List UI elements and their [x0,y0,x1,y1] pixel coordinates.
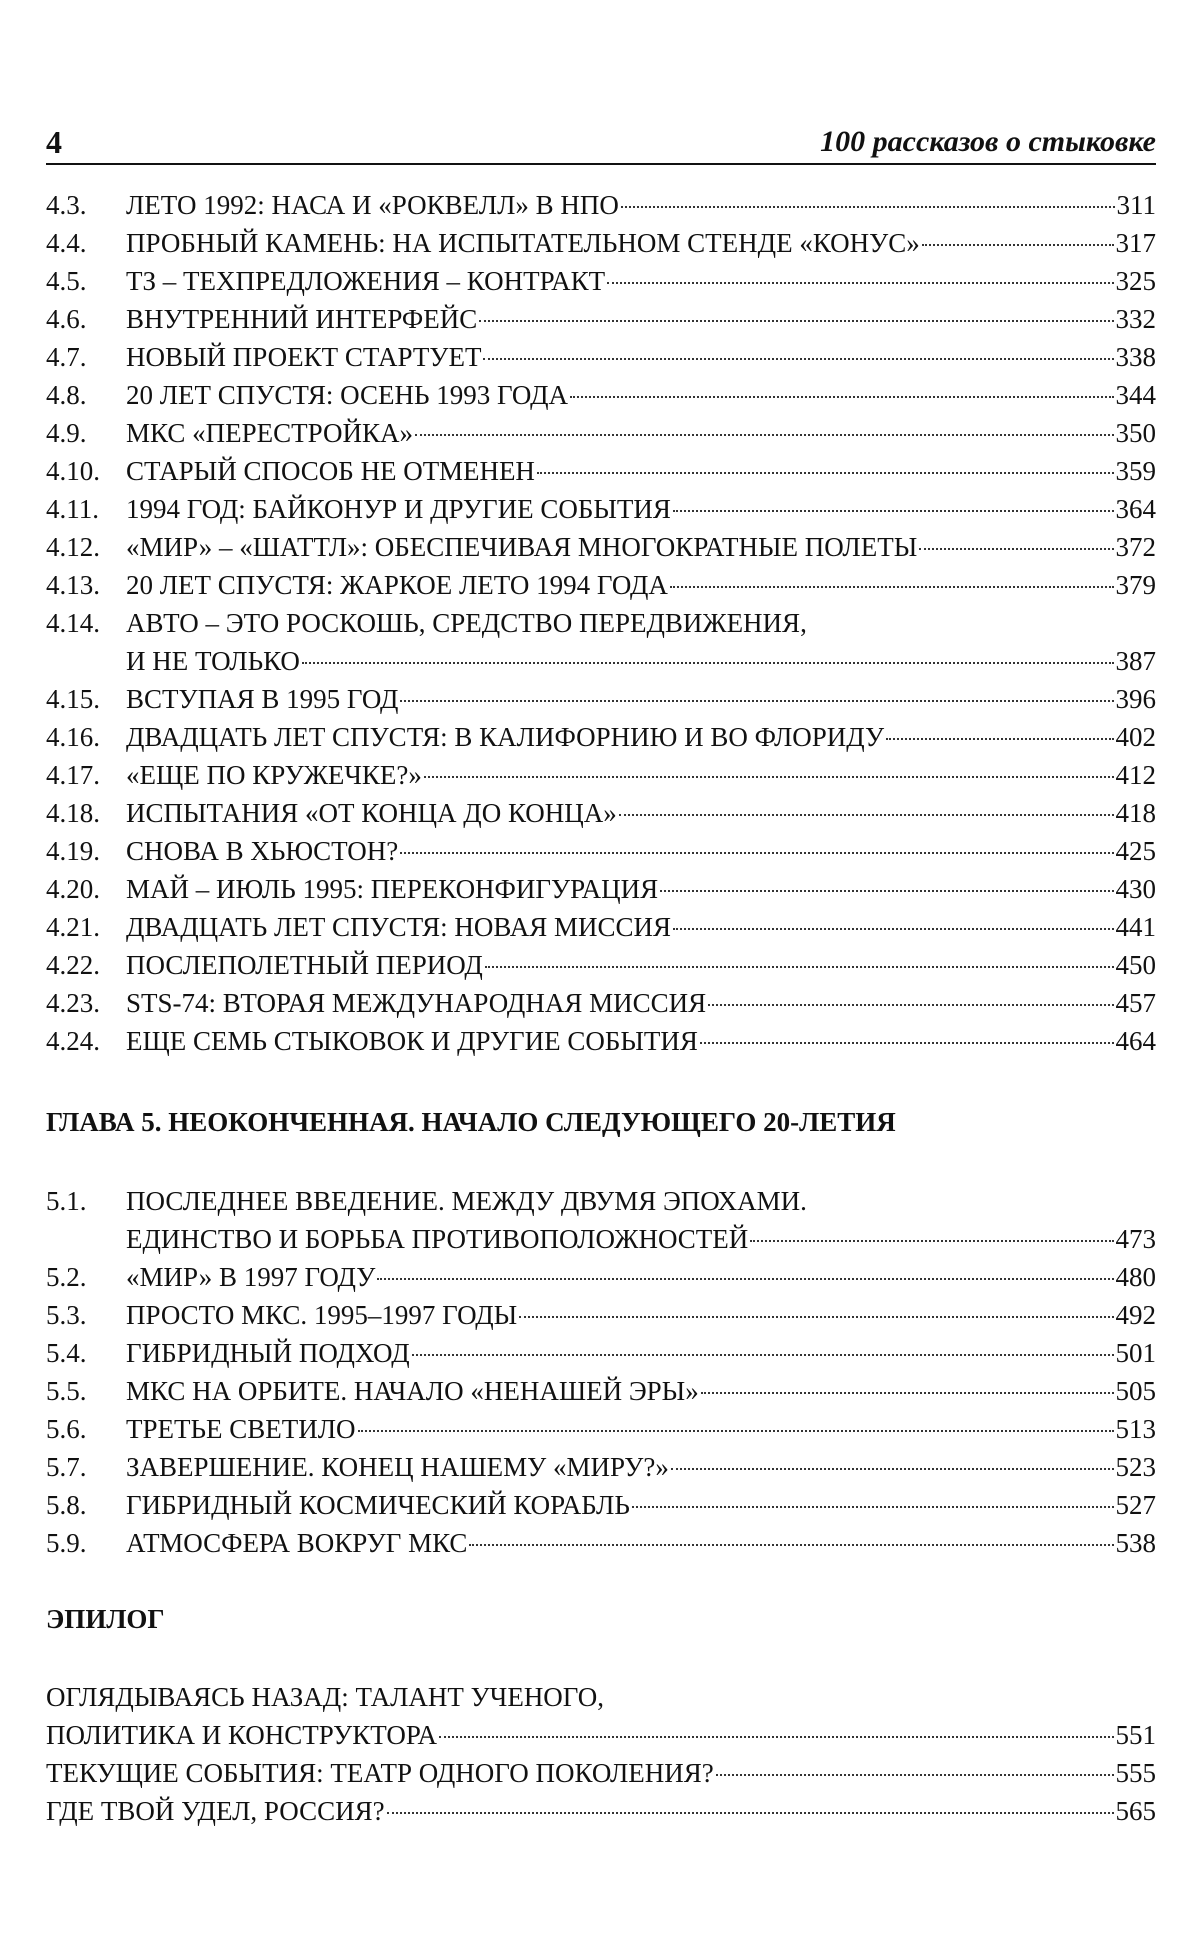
dot-leader [750,1240,1113,1242]
toc-entry-number: 4.16. [46,722,100,752]
toc-entry-leader [126,1022,1156,1060]
toc-entry-page: 505 [1115,1376,1156,1406]
toc-entry-leader [126,984,1156,1022]
toc-entry-leader [126,414,1156,452]
toc-entry-page: 430 [1115,874,1156,904]
toc-entry-body [126,718,1156,756]
toc-entry-page: 513 [1115,1414,1156,1444]
toc-entry-title: СТАРЫЙ СПОСОБ НЕ ОТМЕНЕН [126,456,535,486]
toc-entry [46,1410,1156,1448]
toc-entry [46,794,1156,832]
toc-entry [46,300,1156,338]
toc-entry-leader [126,528,1156,566]
toc-entry-number: 4.17. [46,760,100,790]
toc-entry-title-line1: ОГЛЯДЫВАЯСЬ НАЗАД: ТАЛАНТ УЧЕНОГО, [46,1682,604,1712]
toc-entry-title: «МИР» В 1997 ГОДУ [126,1262,376,1292]
toc-entry-title: 1994 ГОД: БАЙКОНУР И ДРУГИЕ СОБЫТИЯ [126,494,671,524]
toc-entry-page: 350 [1115,418,1156,448]
toc-entry-title: МКС «ПЕРЕСТРОЙКА» [126,418,413,448]
toc-entry-title: ПРОБНЫЙ КАМЕНЬ: НА ИСПЫТАТЕЛЬНОМ СТЕНДЕ «КОНУС» [126,228,920,258]
toc-entry-number: 5.4. [46,1338,87,1368]
toc-entry-number: 5.7. [46,1452,87,1482]
toc-entry-body [126,186,1156,224]
toc-entry-body [126,1296,1156,1334]
toc-entry-leader [126,376,1156,414]
toc-entry-number: 4.18. [46,798,100,828]
toc-entry-body [126,756,1156,794]
toc-entry-page: 317 [1115,228,1156,258]
dot-leader [700,1042,1114,1044]
toc-entry-page: 538 [1115,1528,1156,1558]
dot-leader [632,1506,1114,1508]
toc-entry-page: 464 [1115,1026,1156,1056]
toc-entry-number: 4.11. [46,494,99,524]
toc-entry [46,756,1156,794]
toc-entry-leader [126,186,1156,224]
toc-entry-title: ИСПЫТАНИЯ «ОТ КОНЦА ДО КОНЦА» [126,798,617,828]
dot-leader [469,1544,1113,1546]
toc-entry-page: 372 [1115,532,1156,562]
toc-entry-body [46,1754,1156,1792]
toc-entry-leader [126,338,1156,376]
toc-entry-number: 5.9. [46,1528,87,1558]
toc-entry [46,1334,1156,1372]
toc-entry [46,376,1156,414]
toc-entry-leader [126,908,1156,946]
toc-entry [46,1448,1156,1486]
toc-entry-title: АТМОСФЕРА ВОКРУГ МКС [126,1528,468,1558]
toc-entry-title: «ЕЩЕ ПО КРУЖЕЧКЕ?» [126,760,422,790]
toc-entry-number: 4.6. [46,304,87,334]
toc-entry [46,870,1156,908]
toc-entry-body [126,452,1156,490]
toc-entry [46,1296,1156,1334]
toc-entry-title: ДВАДЦАТЬ ЛЕТ СПУСТЯ: В КАЛИФОРНИЮ И ВО ФЛОРИДУ [126,722,885,752]
dot-leader [358,1430,1114,1432]
toc-entry-page: 480 [1115,1262,1156,1292]
toc-entry-title: МКС НА ОРБИТЕ. НАЧАЛО «НЕНАШЕЙ ЭРЫ» [126,1376,699,1406]
toc-entry-page: 527 [1115,1490,1156,1520]
toc-entry [46,1022,1156,1060]
toc-entry-number: 4.24. [46,1026,100,1056]
toc-entry-title: ТРЕТЬЕ СВЕТИЛО [126,1414,356,1444]
toc-entry-title: ТЗ – ТЕХПРЕДЛОЖЕНИЯ – КОНТРАКТ [126,266,606,296]
toc-entry [46,566,1156,604]
toc-entry-leader [126,300,1156,338]
toc-entry-page: 338 [1115,342,1156,372]
dot-leader [673,928,1113,930]
dot-leader [673,510,1114,512]
page-header [46,120,1156,164]
toc-entry-page: 418 [1115,798,1156,828]
dot-leader [922,244,1114,246]
dot-leader [519,1316,1113,1318]
toc-entry-page: 325 [1115,266,1156,296]
toc-entry-number: 4.10. [46,456,100,486]
toc-entry-title: ЛЕТО 1992: НАСА И «РОКВЕЛЛ» В НПО [126,190,619,220]
toc-entry-body [126,794,1156,832]
dot-leader [415,434,1114,436]
toc-entry-body [126,604,1156,680]
dot-leader [716,1774,1114,1776]
toc-entry [46,1678,1156,1754]
toc-entry-title: НОВЫЙ ПРОЕКТ СТАРТУЕТ [126,342,482,372]
toc-entry-title: ЗАВЕРШЕНИЕ. КОНЕЦ НАШЕМУ «МИРУ?» [126,1452,669,1482]
toc-entry-page: 457 [1115,988,1156,1018]
toc-entry-number: 5.1. [46,1186,87,1216]
toc-entry-page: 359 [1115,456,1156,486]
toc-entry-body [126,224,1156,262]
toc-entry-body [126,528,1156,566]
toc-entry-title: ПРОСТО МКС. 1995–1997 ГОДЫ [126,1300,518,1330]
dot-leader [886,738,1113,740]
toc-entry-number: 5.8. [46,1490,87,1520]
toc-entry-title: ТЕКУЩИЕ СОБЫТИЯ: ТЕАТР ОДНОГО ПОКОЛЕНИЯ? [46,1758,714,1788]
toc-entry-body [126,1334,1156,1372]
dot-leader [621,206,1115,208]
toc-entry-page: 450 [1115,950,1156,980]
toc-entry-leader [126,756,1156,794]
toc-entry-title: ГИБРИДНЫЙ ПОДХОД [126,1338,410,1368]
toc-entry-page: 565 [1115,1796,1156,1826]
toc-entry [46,680,1156,718]
toc-entry-leader [126,1258,1156,1296]
toc-entry-number: 4.4. [46,228,87,258]
toc-entry-body [126,1372,1156,1410]
dot-leader [400,852,1113,854]
toc-entry [46,1524,1156,1562]
toc-entry-number: 4.21. [46,912,100,942]
toc-entry-page: 425 [1115,836,1156,866]
toc-entry-title-line1: ПОСЛЕДНЕЕ ВВЕДЕНИЕ. МЕЖДУ ДВУМЯ ЭПОХАМИ. [126,1186,807,1216]
toc-entry [46,1372,1156,1410]
toc-entry-number: 4.20. [46,874,100,904]
dot-leader [483,358,1113,360]
toc-entry-page: 551 [1115,1720,1156,1750]
toc-entry-leader [126,1372,1156,1410]
toc-entry-leader [126,452,1156,490]
toc-entry-leader [46,1716,1156,1754]
page-number: 4 [46,124,62,160]
toc-entry-number: 5.2. [46,1262,87,1292]
toc-entry-body [126,300,1156,338]
toc-entry-leader [126,1486,1156,1524]
toc-entry-leader [126,1448,1156,1486]
toc-entry-title: ГИБРИДНЫЙ КОСМИЧЕСКИЙ КОРАБЛЬ [126,1490,630,1520]
toc-entry-leader [126,224,1156,262]
toc-entry-body [126,984,1156,1022]
toc-entry [46,604,1156,680]
dot-leader [377,1278,1113,1280]
toc-entry [46,224,1156,262]
toc-entry-number: 4.15. [46,684,100,714]
dot-leader [671,1468,1114,1470]
toc-entry-body [126,338,1156,376]
toc-entry-leader [126,566,1156,604]
toc-entry-body [126,414,1156,452]
toc-entry-leader [126,262,1156,300]
toc-entry-leader [126,1296,1156,1334]
toc-entry [46,984,1156,1022]
toc-entry-page: 441 [1115,912,1156,942]
toc-entry-number: 5.5. [46,1376,87,1406]
toc-entry-title: ДВАДЦАТЬ ЛЕТ СПУСТЯ: НОВАЯ МИССИЯ [126,912,672,942]
toc-entry-title: ГДЕ ТВОЙ УДЕЛ, РОССИЯ? [46,1796,385,1826]
toc-entry-body [126,1448,1156,1486]
toc-entry-body [126,1022,1156,1060]
dot-leader [670,586,1114,588]
toc-entry-page: 473 [1115,1224,1156,1254]
toc-entry-title: 20 ЛЕТ СПУСТЯ: ОСЕНЬ 1993 ГОДА [126,380,568,410]
toc-entry-leader [46,1754,1156,1792]
toc-entry-title-line1: АВТО – ЭТО РОСКОШЬ, СРЕДСТВО ПЕРЕДВИЖЕНИЯ, [126,608,807,638]
toc-entry-title: 20 ЛЕТ СПУСТЯ: ЖАРКОЕ ЛЕТО 1994 ГОДА [126,570,668,600]
dot-leader [479,320,1113,322]
toc-entry-body [126,1258,1156,1296]
toc-entry-body [126,1486,1156,1524]
toc-entry-body [126,566,1156,604]
dot-leader [439,1736,1114,1738]
toc-entry-leader [126,490,1156,528]
dot-leader [708,1004,1113,1006]
dot-leader [537,472,1114,474]
toc-entry-number: 5.3. [46,1300,87,1330]
toc-entry-leader [126,832,1156,870]
toc-entry-number: 4.9. [46,418,87,448]
toc-entry-body [126,680,1156,718]
toc-chapter-5 [46,1182,1156,1562]
toc-entry-title: ПОСЛЕПОЛЕТНЫЙ ПЕРИОД [126,950,483,980]
toc-entry [46,908,1156,946]
toc-epilogue [46,1678,1156,1830]
toc-entry-leader [126,642,1156,680]
toc-entry [46,452,1156,490]
toc-entry-title: «МИР» – «ШАТТЛ»: ОБЕСПЕЧИВАЯ МНОГОКРАТНЫЕ ПОЛЕТЫ [126,532,918,562]
toc-entry-title: STS-74: ВТОРАЯ МЕЖДУНАРОДНАЯ МИССИЯ [126,988,707,1018]
toc-entry-title: И НЕ ТОЛЬКО [126,646,300,676]
chapter-5-heading: ГЛАВА 5. НЕОКОНЧЕННАЯ. НАЧАЛО СЛЕДУЮЩЕГО 20-ЛЕТИЯ [46,1107,896,1137]
dot-leader [485,966,1114,968]
toc-entry-page: 332 [1115,304,1156,334]
toc-entry [46,1754,1156,1792]
toc-entry-title: ПОЛИТИКА И КОНСТРУКТОРА [46,1720,437,1750]
dot-leader [701,1392,1114,1394]
toc-entry-page: 555 [1115,1758,1156,1788]
dot-leader [570,396,1114,398]
toc-entry-body [126,870,1156,908]
toc-entry-number: 4.5. [46,266,87,296]
toc-entry-title: ЕДИНСТВО И БОРЬБА ПРОТИВОПОЛОЖНОСТЕЙ [126,1224,749,1254]
dot-leader [660,890,1113,892]
dot-leader [412,1354,1114,1356]
toc-entry [46,490,1156,528]
toc-entry-leader [126,1334,1156,1372]
toc-entry-page: 387 [1115,646,1156,676]
toc-entry-number: 4.23. [46,988,100,1018]
toc-entry-body [126,490,1156,528]
dot-leader [424,776,1114,778]
toc-entry-body [126,908,1156,946]
toc-entry-leader [126,680,1156,718]
epilogue-heading: ЭПИЛОГ [46,1604,165,1634]
toc-entry-body [126,946,1156,984]
dot-leader [619,814,1114,816]
toc-entry [46,718,1156,756]
toc-entry [46,338,1156,376]
toc-entry-leader [126,1220,1156,1258]
toc-entry-leader [126,718,1156,756]
toc-entry-page: 492 [1115,1300,1156,1330]
toc-entry-body [126,376,1156,414]
toc-entry [46,414,1156,452]
toc-entry-page: 364 [1115,494,1156,524]
dot-leader [387,1812,1114,1814]
toc-entry-number: 4.22. [46,950,100,980]
running-title: 100 рассказов о стыковке [820,125,1156,158]
toc-entry [46,1792,1156,1830]
toc-entry-body [126,1524,1156,1562]
toc-entry-title: МАЙ – ИЮЛЬ 1995: ПЕРЕКОНФИГУРАЦИЯ [126,874,659,904]
toc-entry-body [46,1792,1156,1830]
toc-entry-page: 412 [1115,760,1156,790]
toc-entry-number: 4.13. [46,570,100,600]
toc-entry [46,262,1156,300]
toc-entry-page: 402 [1115,722,1156,752]
toc-entry [46,528,1156,566]
toc-entry-page: 396 [1115,684,1156,714]
toc-entry-number: 4.8. [46,380,87,410]
toc-entry-page: 501 [1115,1338,1156,1368]
toc-entry-number: 4.7. [46,342,87,372]
toc-entry-number: 5.6. [46,1414,87,1444]
toc-entry-number: 4.14. [46,608,100,638]
toc-entry-number: 4.12. [46,532,100,562]
toc-entry-leader [126,1524,1156,1562]
toc-entry-page: 523 [1115,1452,1156,1482]
toc-entry-title: СНОВА В ХЬЮСТОН? [126,836,399,866]
toc-entry [46,1258,1156,1296]
toc-entry-page: 344 [1115,380,1156,410]
toc-entry [46,186,1156,224]
toc-entry-body [126,262,1156,300]
dot-leader [919,548,1113,550]
toc-entry-page: 311 [1116,190,1156,220]
toc-section-4 [46,186,1156,1060]
dot-leader [607,282,1113,284]
toc-entry-title: ВНУТРЕННИЙ ИНТЕРФЕЙС [126,304,478,334]
toc-entry [46,1182,1156,1258]
toc-entry-body [126,832,1156,870]
toc-entry-body [46,1678,1156,1754]
toc-entry-page: 379 [1115,570,1156,600]
toc-entry-leader [126,870,1156,908]
toc-entry-body [126,1182,1156,1258]
dot-leader [302,662,1114,664]
toc-entry-title: ЕЩЕ СЕМЬ СТЫКОВОК И ДРУГИЕ СОБЫТИЯ [126,1026,698,1056]
toc-entry [46,832,1156,870]
toc-entry [46,946,1156,984]
toc-entry-number: 4.19. [46,836,100,866]
toc-entry-body [126,1410,1156,1448]
dot-leader [400,700,1113,702]
toc-entry-leader [126,1410,1156,1448]
toc-entry-title: ВСТУПАЯ В 1995 ГОД [126,684,399,714]
toc-entry-leader [126,946,1156,984]
header-rule [46,163,1156,165]
toc-entry-leader [126,794,1156,832]
toc-entry [46,1486,1156,1524]
toc-entry-number: 4.3. [46,190,87,220]
toc-entry-leader [46,1792,1156,1830]
